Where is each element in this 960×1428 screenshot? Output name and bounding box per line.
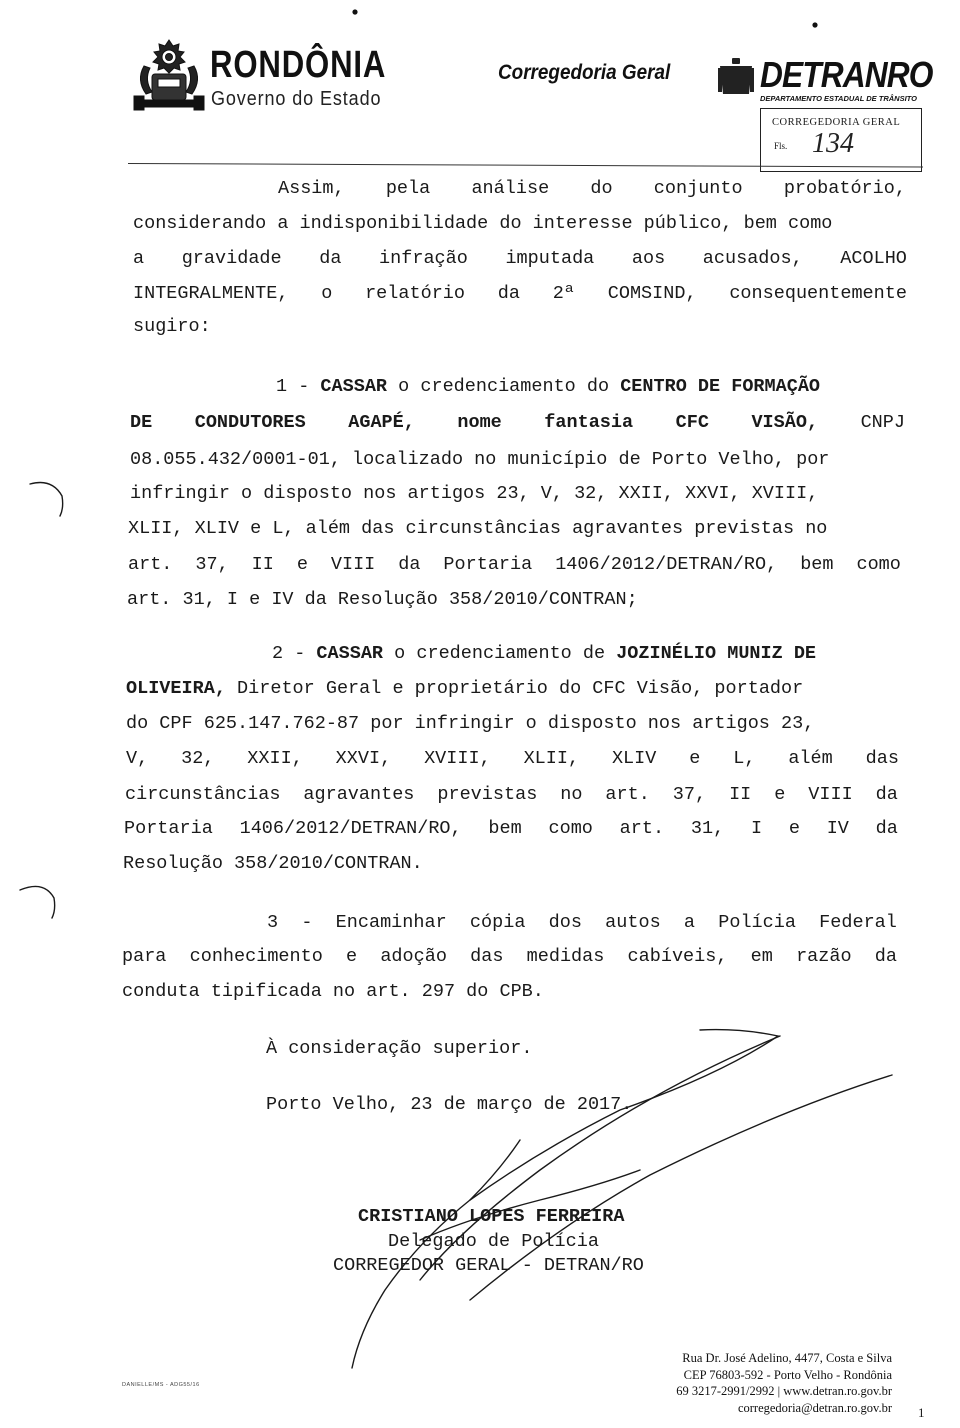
- item1-line-1: 1 - CASSAR o credenciamento do CENTRO DE FORMAÇÃO: [276, 376, 821, 397]
- signer-name: CRISTIANO LOPES FERREIRA: [358, 1206, 625, 1227]
- item2-line-3: do CPF 625.147.762-87 por infringir o disposto nos artigos 23,: [126, 713, 815, 734]
- detran-logo-icon: [716, 54, 756, 98]
- item1-line-5: XLII, XLIV e L, além das circunstâncias agravantes previstas no: [128, 518, 828, 539]
- address-line: 69 3217-2991/2992 | www.detran.ro.gov.br: [676, 1384, 892, 1398]
- item3-line-1: 3 - Encaminhar cópia dos autos a Polícia Federal: [267, 912, 897, 933]
- rondonia-coat-of-arms: [132, 36, 206, 116]
- item2-line-5: circunstâncias agravantes previstas no art. 37, II e VIII da: [125, 784, 898, 805]
- state-name: RONDÔNIA: [210, 44, 387, 86]
- place-date: Porto Velho, 23 de março de 2017.: [266, 1094, 633, 1115]
- agency-full-name: DEPARTAMENTO ESTADUAL DE TRÂNSITO: [760, 94, 917, 103]
- item1-line-7: art. 31, I e IV da Resolução 358/2010/CONTRAN;: [127, 589, 638, 610]
- item1-line-4: infringir o disposto nos artigos 23, V, 32, XXII, XXVI, XVIII,: [130, 483, 819, 504]
- stamp-page-number: 134: [812, 128, 854, 159]
- stamp-title: CORREGEDORIA GERAL: [772, 117, 901, 128]
- agency-name: DETRANRO: [760, 54, 933, 95]
- intro-line-4: INTEGRALMENTE, o relatório da 2ª COMSIND, consequentemente: [133, 283, 907, 304]
- department-title: Corregedoria Geral: [498, 61, 671, 84]
- state-subtitle: Governo do Estado: [211, 88, 382, 110]
- item3-line-3: conduta tipificada no art. 297 do CPB.: [122, 981, 544, 1002]
- page-number: 1: [918, 1405, 925, 1420]
- item3-line-2: para conhecimento e adoção das medidas cabíveis, em razão da: [122, 946, 897, 967]
- item1-line-2: DE CONDUTORES AGAPÉ, nome fantasia CFC VISÃO, CNPJ: [130, 412, 905, 433]
- stamp-label: Fls.: [774, 141, 788, 151]
- address-line: CEP 76803-592 - Porto Velho - Rondônia: [683, 1367, 892, 1382]
- item1-line-6: art. 37, II e VIII da Portaria 1406/2012/DETRAN/RO, bem como: [128, 554, 901, 575]
- footer-tiny-print: DANIELLE/MS - ADG55/16: [122, 1382, 200, 1388]
- item2-line-2: OLIVEIRA, Diretor Geral e proprietário do CFC Visão, portador: [126, 678, 804, 699]
- intro-line-2: considerando a indisponibilidade do interesse público, bem como: [133, 213, 833, 234]
- intro-line-3: a gravidade da infração imputada aos acusados, ACOLHO: [133, 248, 907, 269]
- item2-line-4: V, 32, XXII, XXVI, XVIII, XLII, XLIV e L, além das: [126, 748, 899, 769]
- footer-address: [640, 1350, 892, 1416]
- signer-title: Delegado de Polícia: [388, 1231, 599, 1252]
- signer-role: CORREGEDOR GERAL - DETRAN/RO: [333, 1255, 644, 1276]
- item2-line-6: Portaria 1406/2012/DETRAN/RO, bem como art. 31, I e IV da: [124, 818, 898, 839]
- address-line: corregedoria@detran.ro.gov.br: [737, 1400, 892, 1415]
- item2-line-1: 2 - CASSAR o credenciamento de JOZINÉLIO MUNIZ DE: [272, 643, 817, 664]
- item1-line-3: 08.055.432/0001-01, localizado no município de Porto Velho, por: [130, 449, 830, 470]
- item2-line-7: Resolução 358/2010/CONTRAN.: [123, 853, 423, 874]
- intro-line-5: sugiro:: [133, 316, 211, 337]
- intro-line-1: Assim, pela análise do conjunto probatório,: [278, 178, 906, 199]
- address-line: Rua Dr. José Adelino, 4477, Costa e Silva: [682, 1351, 892, 1365]
- consideration-line: À consideração superior.: [266, 1038, 533, 1059]
